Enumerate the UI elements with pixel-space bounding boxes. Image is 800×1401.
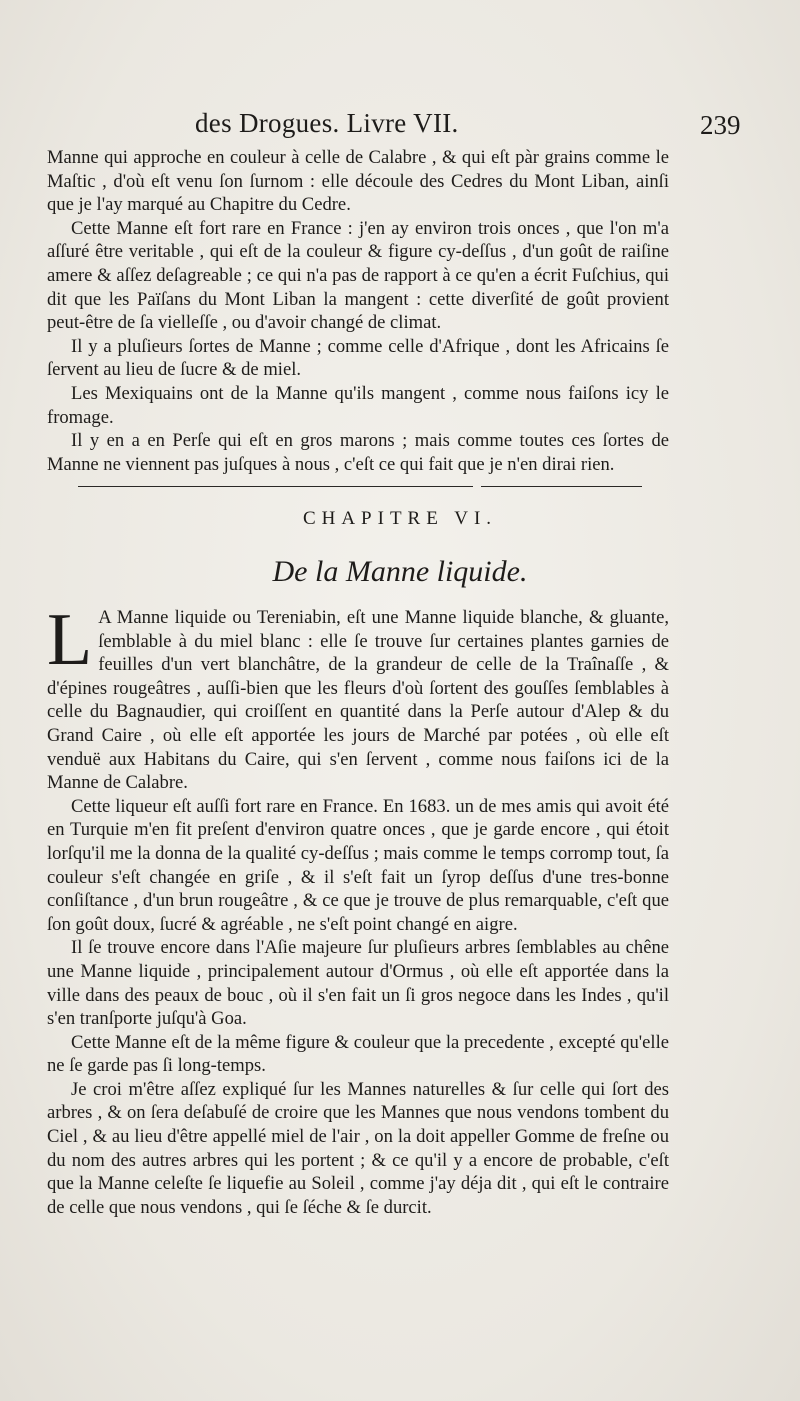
paragraph-text: A Manne liquide ou Tereniabin, eſt une Manne liquide blanche, & gluante, ſemblable à du miel blanc : elle ſe trouve ſur certaines plantes garnies de feuilles d'un vert blanchâtre, de la grandeur de celle de la Traînaſſe , & d'épines rougeâtres , auſſi-bien que les fleurs d'où ſortent des gouſſes ſemblables à celle du Bagnaudier, qui croiſſent en quantité dans la Perſe autour d'Alep & du Grand Caire , où elle eſt apportée les jours de Marché par potées , où elle eſt venduë aux Habitans du Caire, qui s'en ſervent , comme nous faiſons ici de la Manne de Calabre. [47,607,669,794]
top-section [47,146,669,476]
section-rule-right [481,486,642,487]
section-rule-left [78,486,473,487]
paragraph: Cette Manne eſt de la même figure & couleur que la precedente , excepté qu'elle ne ſe garde pas ſi long-temps. [47,1031,669,1077]
paragraph: Cette Manne eſt fort rare en France : j'en ay environ trois onces , que l'on m'a aſſuré être veritable , qui eſt de la couleur & figure cy-deſſus , d'un goût de raiſine amere & aſſez deſagreable ; ce qui n'a pas de rapport à ce qu'en a écrit Fuſchius, qui dit que les Païſans du Mont Liban la mangent : cette diverſité de goût provient peut-être de ſa vielleſſe , ou d'avoir changé de climat. [47,217,669,334]
paragraph: Manne qui approche en couleur à celle de Calabre , & qui eſt pàr grains comme le Maſtic , d'où eſt venu ſon ſurnom : elle découle des Cedres du Mont Liban, ainſi que je l'ay marqué au Chapitre du Cedre. [47,147,669,216]
paragraph: Je croi m'être aſſez expliqué ſur les Mannes naturelles & ſur celle qui ſort des arbres , & on ſera deſabuſé de croire que les Mannes que nous vendons tombent du Ciel , & au lieu d'être appellé miel de l'air , on la doit appeller Gomme de freſne ou du nom des autres arbres qui les portent ; & ce qu'il y a encore de probable, c'eſt que la Manne celeſte ſe liquefie au Soleil , comme j'ay déja dit , qui eſt le contraire de celle que nous vendons , qui ſe ſéche & ſe durcit. [47,1078,669,1218]
chapter-body [47,599,669,1219]
paragraph: Il y a pluſieurs ſortes de Manne ; comme celle d'Afrique , dont les Africains ſe ſervent au lieu de ſucre & de miel. [47,335,669,381]
paragraph: Il y en a en Perſe qui eſt en gros marons ; mais comme toutes ces ſortes de Manne ne viennent pas juſques à nous , c'eſt ce qui fait que je n'en dirai rien. [47,430,669,475]
chapter-heading: CHAPITRE VI. [302,508,498,529]
page-number: 239 [700,110,741,140]
paragraph: Les Mexiquains ont de la Manne qu'ils mangent , comme nous faiſons icy le fromage. [47,382,669,428]
running-title: des Drogues. Livre VII. [195,108,459,138]
paragraph: Cette liqueur eſt auſſi fort rare en France. En 1683. un de mes amis qui avoit été en Turquie m'en fit preſent d'environ quatre onces , que je garde encore , qui étoit lorſqu'il me la donna de la qualité cy-deſſus ; mais comme le temps corromp tout, ſa couleur s'eſt changée en griſe , & il s'eſt fait un ſyrop deſſus d'une tres-bonne conſiſtance , d'un brun rougeâtre , & ce que je trouve de plus remarquable, c'eſt que ſon goût doux, ſucré & agréable , ne s'eſt point changé en aigre. [47,795,669,935]
paragraph: Il ſe trouve encore dans l'Aſie majeure ſur pluſieurs arbres ſemblables au chêne une Manne liquide , principalement autour d'Ormus , où elle eſt apportée dans la ville dans des peaux de bouc , où il s'en fait un ſi gros negoce dans les Indes , qu'il s'en tranſporte juſqu'à Goa. [47,937,669,1030]
paragraph [47,599,669,795]
drop-cap: L [47,599,93,681]
chapter-title: De la Manne liquide. [272,555,528,588]
